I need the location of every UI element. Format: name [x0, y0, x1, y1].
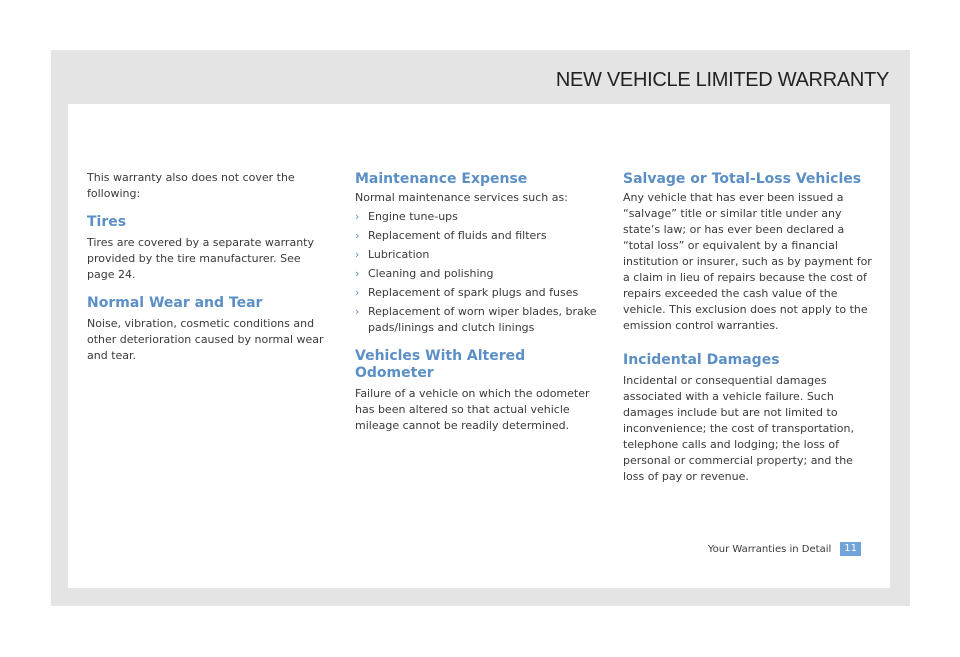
list-item: › Lubrication — [355, 248, 430, 261]
column-right — [623, 170, 873, 485]
section-heading-salvage: Salvage or Total-Loss Vehicles — [623, 171, 862, 187]
section-heading-incidental: Incidental Damages — [623, 352, 780, 368]
page-number-badge: 11 — [840, 542, 861, 556]
list-item: › Replacement of spark plugs and fuses — [355, 286, 579, 299]
page-title: NEW VEHICLE LIMITED WARRANTY — [555, 69, 889, 91]
list-item: › Replacement of worn wiper blades, brake pads/linings and clutch linings — [355, 305, 597, 334]
page-sheet — [51, 50, 910, 606]
chevron-right-icon: › — [355, 229, 360, 242]
page-footer — [708, 542, 861, 556]
chevron-right-icon: › — [355, 210, 360, 223]
footer-label: Your Warranties in Detail — [707, 543, 832, 555]
section-heading-odometer: Vehicles With Altered Odometer — [355, 348, 526, 381]
chevron-right-icon: › — [355, 267, 360, 280]
section-body-wear: Noise, vibration, cosmetic conditions and other deterioration caused by normal wear and tear. — [87, 317, 324, 362]
section-heading-tires: Tires — [87, 214, 127, 230]
chevron-right-icon: › — [355, 305, 360, 318]
maintenance-list — [355, 209, 603, 336]
intro-text: This warranty also does not cover the following: — [87, 171, 295, 200]
list-item: › Cleaning and polishing — [355, 267, 494, 280]
chevron-right-icon: › — [355, 286, 360, 299]
column-left — [87, 170, 327, 364]
list-item: › Replacement of fluids and filters — [355, 229, 547, 242]
section-body-salvage: Any vehicle that has ever been issued a “salvage” title or similar title under any state’s law; or has ever been declared a “total loss” or equivalent by a financial institution or insurer, such as by payment for a claim in lieu of repairs because the cost of repairs exceeded the cash value of the vehicle. This exclusion does not apply to the emission control warranties. — [623, 191, 872, 332]
chevron-right-icon: › — [355, 248, 360, 261]
section-body-tires: Tires are covered by a separate warranty provided by the tire manufacturer. See page 24. — [87, 236, 314, 281]
section-body-incidental: Incidental or consequential damages associated with a vehicle failure. Such damages include but are not limited to inconvenience; the cost of transportation, telephone calls and lodging; the loss of personal or commercial property; and the loss of pay or revenue. — [623, 374, 854, 483]
section-heading-maintenance: Maintenance Expense — [355, 171, 528, 187]
section-body-odometer: Failure of a vehicle on which the odometer has been altered so that actual vehicle mileage cannot be readily determined. — [355, 387, 590, 432]
content-panel — [68, 104, 890, 588]
section-intro-maintenance: Normal maintenance services such as: — [355, 191, 568, 204]
section-heading-wear: Normal Wear and Tear — [87, 295, 263, 311]
column-middle — [355, 170, 603, 434]
list-item: › Engine tune-ups — [355, 210, 458, 223]
